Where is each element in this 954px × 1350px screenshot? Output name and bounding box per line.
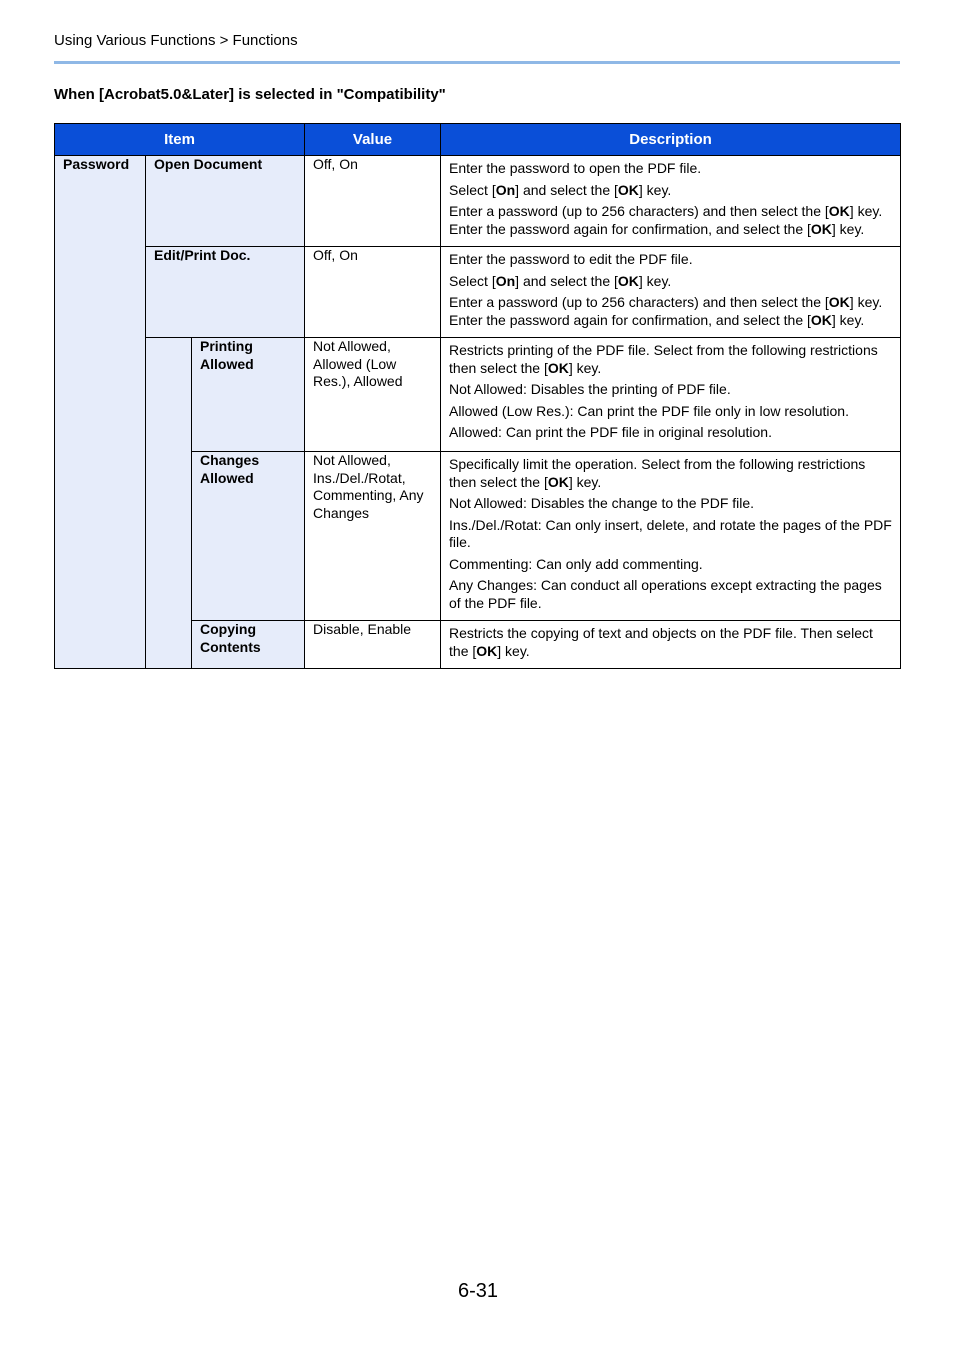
row-item-changes-allowed: Changes Allowed [192, 452, 305, 621]
subgroup-indent [146, 338, 192, 669]
description-paragraph: Not Allowed: Disables the change to the PDF file. [449, 495, 755, 511]
row-item-copying-contents: Copying Contents [192, 621, 305, 669]
description-paragraph: Enter the password to open the PDF file. [449, 160, 702, 176]
breadcrumb: Using Various Functions > Functions [54, 32, 298, 49]
section-heading: When [Acrobat5.0&Later] is selected in "Compatibility" [54, 86, 446, 103]
row-value: Off, On [305, 247, 441, 338]
row-description [441, 247, 901, 338]
row-value: Off, On [305, 156, 441, 247]
settings-table [54, 123, 901, 669]
table-row [55, 247, 901, 338]
row-item-open-document: Open Document [146, 156, 305, 247]
column-header-description: Description [441, 124, 901, 156]
description-paragraph: Allowed (Low Res.): Can print the PDF file only in low resolution. [449, 402, 849, 419]
description-paragraph: Enter a password (up to 256 characters) and then select the [OK] key. Enter the password again for confirmation, and select the [OK] key. [449, 294, 883, 328]
description-paragraph: Enter a password (up to 256 characters) and then select the [OK] key. Enter the password again for confirmation, and select the [OK] key. [449, 203, 883, 237]
column-header-item: Item [55, 124, 305, 156]
row-value: Disable, Enable [305, 621, 441, 669]
description-paragraph: Allowed: Can print the PDF file in original resolution. [449, 424, 772, 440]
description-paragraph: Ins./Del./Rotat: Can only insert, delete, and rotate the pages of the PDF file. [449, 516, 892, 550]
description-paragraph: Select [On] and select the [OK] key. [449, 272, 672, 289]
description-paragraph: Restricts the copying of text and objects on the PDF file. Then select the [OK] key. [449, 625, 873, 659]
table-header-row [55, 124, 901, 156]
table-row [55, 338, 901, 452]
header-divider [54, 61, 900, 64]
description-paragraph: Commenting: Can only add commenting. [449, 555, 703, 572]
group-label-password: Password [55, 156, 146, 669]
description-paragraph: Enter the password to edit the PDF file. [449, 251, 693, 267]
row-description [441, 156, 901, 247]
description-paragraph: Any Changes: Can conduct all operations except extracting the pages of the PDF file. [449, 577, 882, 611]
description-paragraph: Not Allowed: Disables the printing of PDF file. [449, 381, 731, 397]
row-description [441, 452, 901, 621]
row-value: Not Allowed, Allowed (Low Res.), Allowed [305, 338, 441, 452]
row-item-edit-print-doc: Edit/Print Doc. [146, 247, 305, 338]
row-description [441, 621, 901, 669]
page-number: 6-31 [458, 1280, 499, 1302]
table-row [55, 156, 901, 247]
row-item-printing-allowed: Printing Allowed [192, 338, 305, 452]
description-paragraph: Restricts printing of the PDF file. Select from the following restrictions then select the [OK] key. [449, 342, 878, 376]
description-paragraph: Select [On] and select the [OK] key. [449, 181, 672, 198]
column-header-value: Value [305, 124, 441, 156]
row-value: Not Allowed, Ins./Del./Rotat, Commenting, Any Changes [305, 452, 441, 621]
description-paragraph: Specifically limit the operation. Select from the following restrictions then select the [OK] key. [449, 456, 866, 490]
row-description [441, 338, 901, 452]
